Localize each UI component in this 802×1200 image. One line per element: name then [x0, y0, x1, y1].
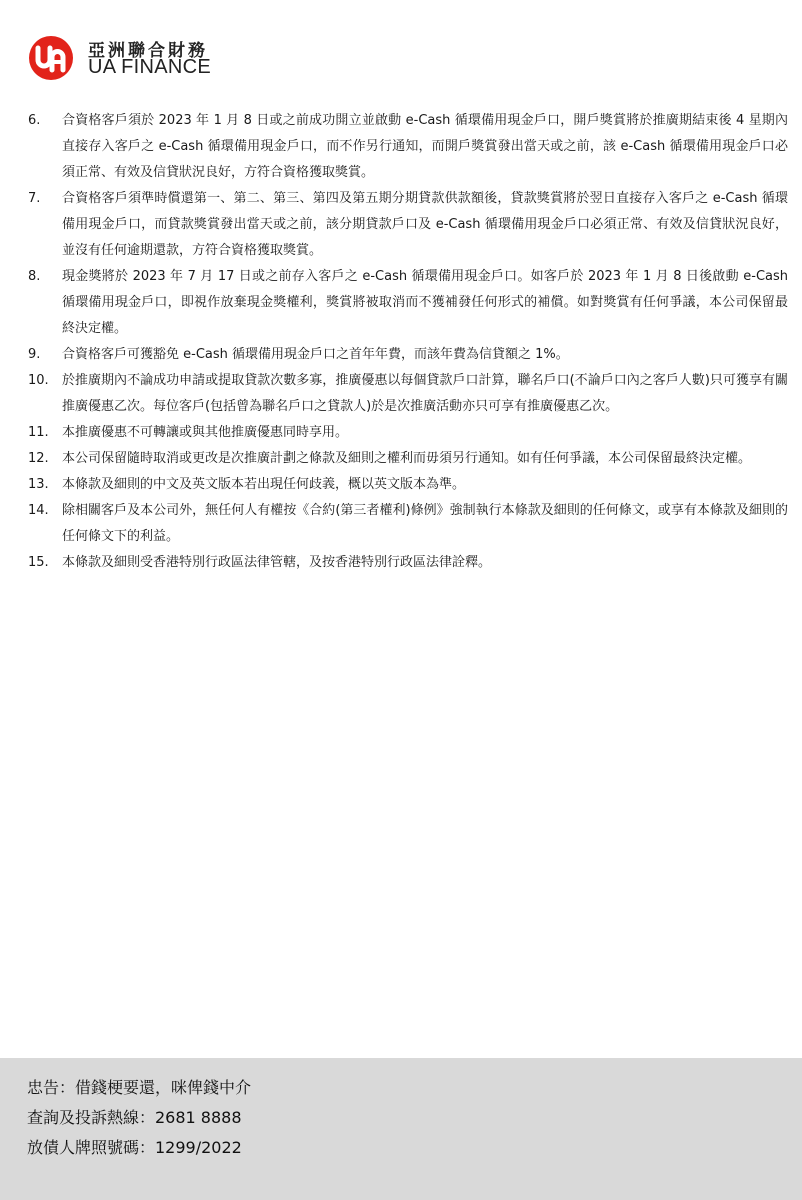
term-text: 本推廣優惠不可轉讓或與其他推廣優惠同時享用。	[62, 425, 349, 440]
footer-disclaimer	[0, 1058, 802, 1200]
term-text: 於推廣期內不論成功申請或提取貸款次數多寡，推廣優惠以每個貸款戶口計算，聯名戶口(不論戶口內之客戶人數)只可獲享有關推廣優惠乙次。每位客戶(包括曾為聯名戶口之貸款人)於是次推廣活動亦只可享有推廣優惠乙次。	[62, 373, 788, 414]
term-item	[28, 446, 788, 472]
ua-finance-logo	[28, 35, 228, 81]
term-item	[28, 264, 788, 342]
brand-name-english: UA FINANCE	[88, 56, 212, 78]
brand-name-chinese: 亞洲聯合財務	[88, 41, 208, 61]
term-number: 13.	[28, 477, 49, 492]
term-text: 合資格客戶須準時償還第一、第二、第三、第四及第五期分期貸款供款額後，貸款獎賞將於翌日直接存入客戶之 e-Cash 循環備用現金戶口，而貸款獎賞發出當天或之前，該分期貸款戶口及 e-Cash 循環備用現金戶口必須正常、有效及信貸狀況良好，並沒有任何逾期還款，方符合資格獲取獎賞。	[62, 191, 788, 258]
terms-list	[28, 108, 788, 576]
term-text: 現金獎將於 2023 年 7 月 17 日或之前存入客戶之 e-Cash 循環備用現金戶口。如客戶於 2023 年 1 月 8 日後啟動 e-Cash 循環備用現金戶口，即視作放棄現金獎權利，獎賞將被取消而不獲補發任何形式的補償。如對獎賞有任何爭議，本公司保留最終決定權。	[62, 269, 788, 336]
term-item	[28, 550, 788, 576]
term-item	[28, 108, 788, 186]
term-number: 11.	[28, 425, 49, 440]
term-number: 10.	[28, 373, 49, 388]
term-text: 除相關客戶及本公司外，無任何人有權按《合約(第三者權利)條例》強制執行本條款及細則的任何條文，或享有本條款及細則的任何條文下的利益。	[62, 503, 788, 544]
term-number: 8.	[28, 269, 41, 284]
term-text: 本條款及細則的中文及英文版本若出現任何歧義，概以英文版本為準。	[62, 477, 466, 492]
term-text: 合資格客戶可獲豁免 e-Cash 循環備用現金戶口之首年年費，而該年費為信貸額之 1%。	[62, 347, 569, 362]
term-number: 6.	[28, 113, 41, 128]
term-number: 7.	[28, 191, 41, 206]
term-number: 12.	[28, 451, 49, 466]
term-item	[28, 342, 788, 368]
term-item	[28, 498, 788, 550]
term-number: 15.	[28, 555, 49, 570]
term-text: 合資格客戶須於 2023 年 1 月 8 日或之前成功開立並啟動 e-Cash 循環備用現金戶口，開戶獎賞將於推廣期結束後 4 星期內直接存入客戶之 e-Cash 循環備用現金戶口，而不作另行通知，而開戶獎賞發出當天或之前，該 e-Cash 循環備用現金戶口必須正常、有效及信貸狀況良好，方符合資格獲取獎賞。	[62, 113, 788, 180]
term-item	[28, 368, 788, 420]
term-text: 本條款及細則受香港特別行政區法律管轄，及按香港特別行政區法律詮釋。	[62, 555, 492, 570]
money-lender-license: 放債人牌照號碼：1299/2022	[27, 1138, 242, 1157]
term-item	[28, 186, 788, 264]
term-number: 14.	[28, 503, 49, 518]
lending-warning: 忠告：借錢梗要還，咪俾錢中介	[27, 1078, 252, 1097]
term-item	[28, 472, 788, 498]
term-text: 本公司保留隨時取消或更改是次推廣計劃之條款及細則之權利而毋須另行通知。如有任何爭議，本公司保留最終決定權。	[62, 451, 752, 466]
term-item	[28, 420, 788, 446]
complaint-hotline: 查詢及投訴熱線：2681 8888	[27, 1108, 242, 1127]
term-number: 9.	[28, 347, 41, 362]
ua-logo-icon	[28, 35, 74, 81]
